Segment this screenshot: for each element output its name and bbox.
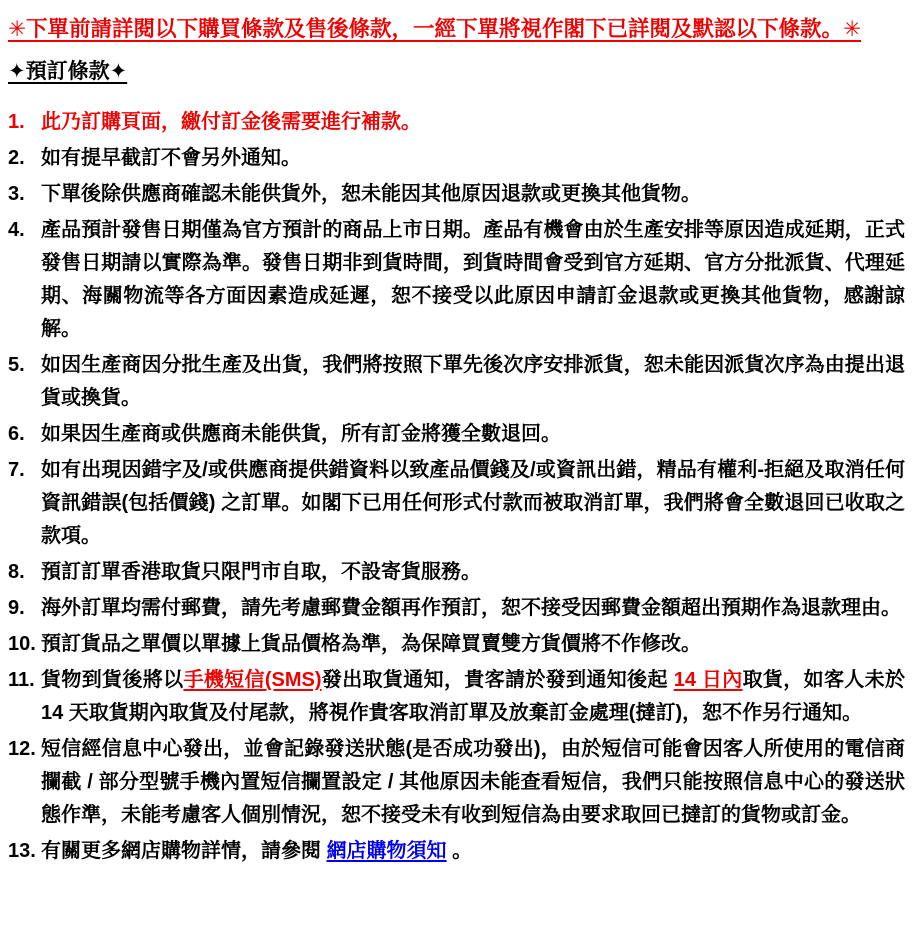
term-item: [8, 835, 905, 868]
highlighted-text: 14 日內: [673, 669, 743, 691]
terms-list: [8, 106, 905, 868]
text-segment: 產品預計發售日期僅為官方預計的商品上市日期。產品有機會由於生產安排等原因造成延期，正式發售日期請以實際為準。發售日期非到貨時間，到貨時間會受到官方延期、官方分批派貨、代理延期、海關物流等各方面因素造成延遲，恕不接受以此原因申請訂金退款或更換其他貨物，感謝諒解。: [41, 219, 905, 340]
term-item: [8, 628, 905, 661]
text-segment: 如果因生產商或供應商未能供貨，所有訂金將獲全數退回。: [41, 423, 561, 445]
term-item: [8, 454, 905, 553]
text-segment: 預訂貨品之單價以單據上貨品價格為準，為保障買賣雙方貨價將不作修改。: [41, 633, 701, 655]
term-number: 4.: [8, 219, 25, 241]
text-segment: 預訂訂單香港取貨只限門市自取，不設寄貨服務。: [41, 561, 481, 583]
section-title: ✦預訂條款✦: [8, 60, 128, 83]
text-segment: 如因生產商因分批生產及出貨，我們將按照下單先後次序安排派貨，恕未能因派貨次序為由提出退貨或換貨。: [41, 354, 905, 409]
term-number: 11.: [8, 669, 35, 691]
term-item: [8, 664, 905, 730]
term-text: [41, 664, 905, 730]
text-segment: 發出取貨通知，貴客請於發到通知後起: [321, 669, 674, 691]
term-item: [8, 178, 905, 211]
term-number: 7.: [8, 459, 25, 481]
text-segment: 海外訂單均需付郵費，請先考慮郵費金額再作預訂，恕不接受因郵費金額超出預期作為退款理由。: [41, 597, 901, 619]
term-number: 10.: [8, 633, 36, 655]
term-text: [41, 835, 905, 868]
term-number: 9.: [8, 597, 25, 619]
term-text: [41, 418, 905, 451]
term-number: 8.: [8, 561, 25, 583]
section-title-row: [8, 58, 905, 86]
term-number: 6.: [8, 423, 25, 445]
term-text: [41, 349, 905, 415]
term-text: [41, 454, 905, 553]
text-segment: 短信經信息中心發出，並會記錄發送狀態(是否成功發出)，由於短信可能會因客人所使用的電信商攔截 / 部分型號手機內置短信攔置設定 / 其他原因未能查看短信，我們只能按照信息中心的發送狀態作準，未能考慮客人個別情況，恕不接受未有收到短信為由要求取回已撻訂的貨物或訂金。: [41, 738, 905, 826]
term-number: 13.: [8, 840, 36, 862]
term-item: [8, 142, 905, 175]
term-number: 5.: [8, 354, 25, 376]
term-number: 1.: [8, 111, 25, 133]
term-number: 12.: [8, 738, 36, 760]
term-text: [41, 733, 905, 832]
term-text: [41, 142, 905, 175]
term-item: [8, 418, 905, 451]
term-text: [41, 214, 905, 346]
term-number: 3.: [8, 183, 25, 205]
highlighted-text: 手機短信(SMS): [183, 669, 322, 691]
term-text: [41, 178, 905, 211]
term-item: [8, 214, 905, 346]
highlighted-text: 此乃訂購頁面，繳付訂金後需要進行補款。: [41, 111, 421, 133]
term-item: [8, 592, 905, 625]
term-text: [41, 628, 905, 661]
text-segment: 下單後除供應商確認未能供貨外，恕未能因其他原因退款或更換其他貨物。: [41, 183, 701, 205]
term-item: [8, 556, 905, 589]
text-segment: 貨物到貨後將以: [41, 669, 184, 691]
store-shopping-guide-link[interactable]: 網店購物須知: [326, 840, 447, 862]
text-segment: 取貨，如客人未於 14 天取貨期內取貨及付尾款，將視作貴客取消訂單及放棄訂金處理(撻訂)，恕不作另行通知。: [41, 669, 906, 724]
term-text: [41, 592, 905, 625]
term-text: [41, 556, 905, 589]
text-segment: 有關更多網店購物詳情，請參閱: [41, 840, 327, 862]
term-text: [41, 106, 905, 139]
term-item: [8, 106, 905, 139]
term-item: [8, 733, 905, 832]
text-segment: 如有出現因錯字及/或供應商提供錯資料以致產品價錢及/或資訊出錯，精品有權利-拒絕及取消任何資訊錯誤(包括價錢) 之訂單。如閣下已用任何形式付款而被取消訂單，我們將會全數退回已收取之款項。: [41, 459, 905, 547]
term-number: 2.: [8, 147, 25, 169]
term-item: [8, 349, 905, 415]
text-segment: 。: [446, 840, 473, 862]
text-segment: 如有提早截訂不會另外通知。: [41, 147, 301, 169]
top-warning-notice: ✳下單前請詳閱以下購買條款及售後條款，一經下單將視作閣下已詳閱及默認以下條款。✳: [8, 17, 862, 41]
